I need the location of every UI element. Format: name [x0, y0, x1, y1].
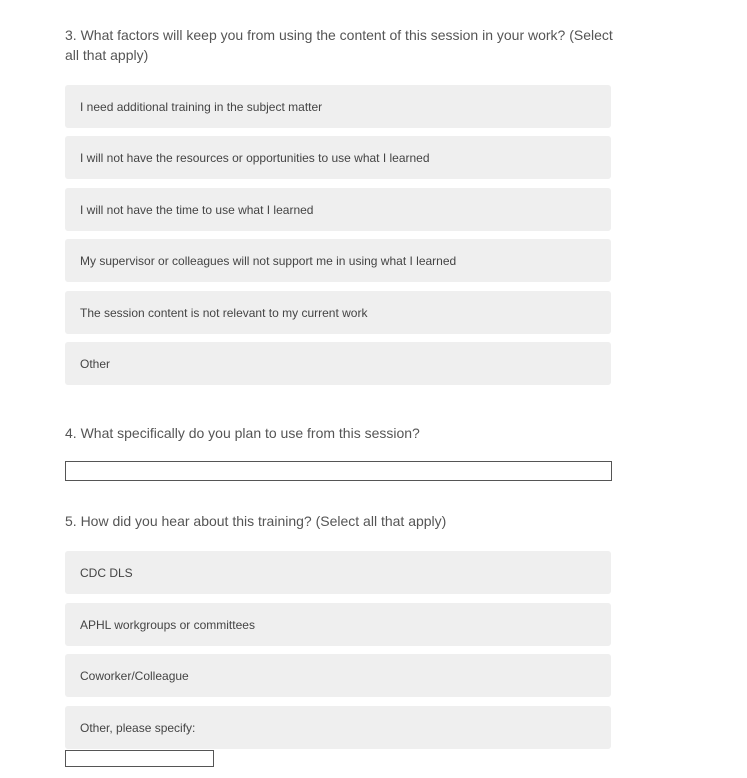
q3-option-other[interactable] [65, 342, 611, 385]
q3-option-no-support[interactable] [65, 239, 611, 282]
q5-option-coworker[interactable] [65, 654, 611, 697]
option-label: The session content is not relevant to my current work [80, 305, 368, 320]
option-label: APHL workgroups or committees [80, 617, 255, 632]
q3-option-not-relevant[interactable] [65, 291, 611, 334]
question-3-label: 3. What factors will keep you from using the content of this session in your work? (Select all that apply) [65, 27, 613, 63]
option-label: Coworker/Colleague [80, 668, 189, 683]
question-5-label: 5. How did you hear about this training? (Select all that apply) [65, 513, 447, 529]
option-label: My supervisor or colleagues will not support me in using what I learned [80, 253, 457, 268]
option-label: I will not have the resources or opportunities to use what I learned [80, 150, 430, 165]
q3-option-additional-training[interactable] [65, 85, 611, 128]
q5-option-cdc-dls[interactable] [65, 551, 611, 594]
q5-other-specify-input[interactable] [65, 750, 214, 767]
option-label: I will not have the time to use what I learned [80, 202, 314, 217]
question-4-label: 4. What specifically do you plan to use from this session? [65, 425, 420, 441]
option-label: Other, please specify: [80, 720, 196, 735]
option-label: CDC DLS [80, 565, 133, 580]
option-label: Other [80, 356, 111, 371]
q4-text-input[interactable] [65, 461, 612, 481]
q3-option-no-time[interactable] [65, 188, 611, 231]
option-label: I need additional training in the subject matter [80, 99, 323, 114]
q5-option-other[interactable] [65, 706, 611, 749]
q5-option-aphl-workgroups[interactable] [65, 603, 611, 646]
q3-option-no-resources[interactable] [65, 136, 611, 179]
